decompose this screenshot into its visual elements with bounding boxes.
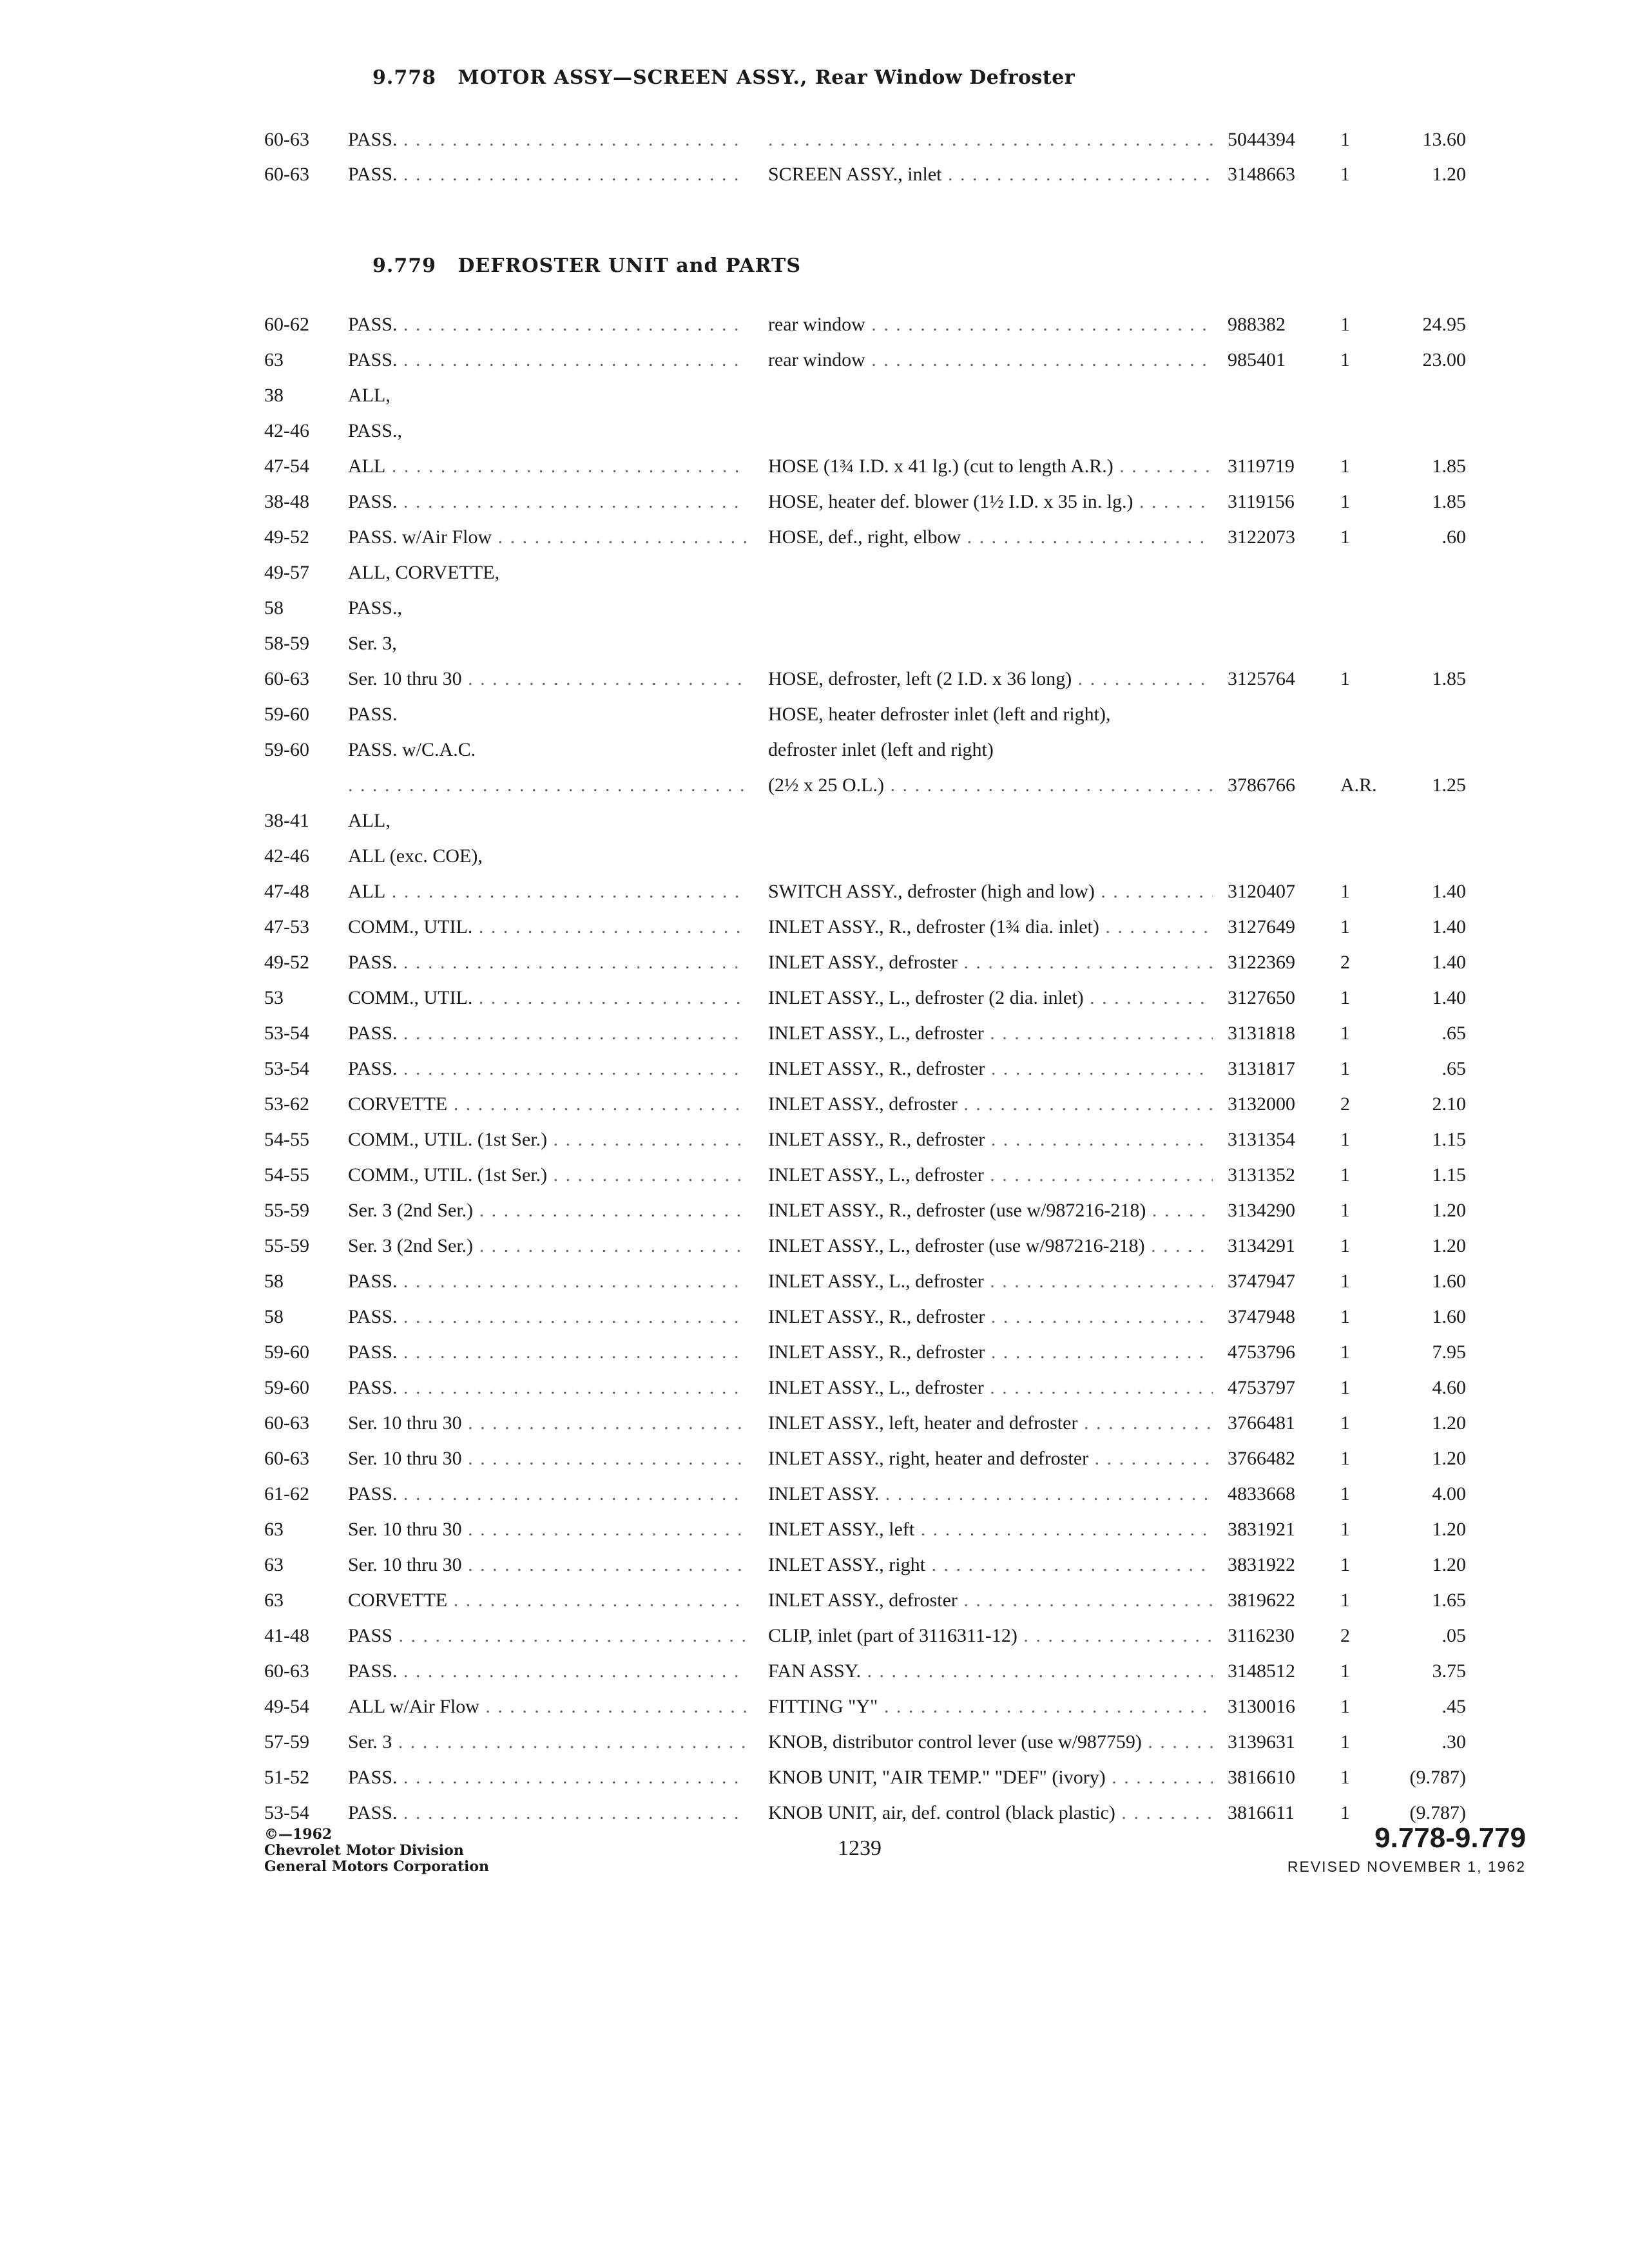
description-cell: SCREEN ASSY., inlet . . . [768, 164, 1213, 186]
model-cell: ALL . . . [348, 456, 747, 477]
part-number-cell: 3819622 [1228, 1590, 1295, 1611]
company-division: Chevrolet Motor Division [264, 1842, 464, 1859]
price-cell: 1.20 [1432, 1200, 1466, 1221]
description-cell [768, 129, 1213, 151]
model-cell: PASS. . . . [348, 952, 747, 974]
price-cell: 1.85 [1432, 456, 1466, 477]
table-row [0, 129, 1629, 161]
model-cell: PASS. . . . [348, 1306, 747, 1328]
quantity-cell: 1 [1340, 1483, 1350, 1504]
price-cell: 1.15 [1432, 1164, 1466, 1186]
year-cell: 54-55 [264, 1164, 309, 1186]
model-cell: PASS. . . . [348, 491, 747, 513]
quantity-cell: 1 [1340, 1767, 1350, 1788]
quantity-cell: 1 [1340, 1696, 1350, 1717]
table-row [0, 916, 1629, 948]
part-number-cell: 3766482 [1228, 1448, 1295, 1469]
price-cell: 1.40 [1432, 881, 1466, 902]
model-cell: PASS. . . . [348, 1341, 747, 1363]
price-cell: 1.40 [1432, 916, 1466, 937]
price-cell: 4.60 [1432, 1377, 1466, 1398]
table-row [0, 1023, 1629, 1055]
year-cell: 42-46 [264, 845, 309, 867]
model-cell: Ser. 3 . . . [348, 1731, 747, 1753]
table-row [0, 420, 1629, 452]
table-row [0, 845, 1629, 878]
description-cell: KNOB, distributor control lever (use w/987759) . . . [768, 1731, 1213, 1753]
table-row [0, 1200, 1629, 1232]
part-number-cell: 3122073 [1228, 526, 1295, 548]
part-number-cell: 3148663 [1228, 164, 1295, 185]
quantity-cell: 1 [1340, 456, 1350, 477]
year-cell: 60-63 [264, 1448, 309, 1469]
description-cell: INLET ASSY. . . . [768, 1483, 1213, 1505]
table-row [0, 1448, 1629, 1480]
quantity-cell: 1 [1340, 164, 1350, 185]
table-row [0, 456, 1629, 488]
part-number-cell: 3148512 [1228, 1660, 1295, 1682]
price-cell: 1.60 [1432, 1271, 1466, 1292]
part-number-cell: 3786766 [1228, 774, 1295, 796]
model-cell: PASS., [348, 597, 402, 619]
quantity-cell: 1 [1340, 1341, 1350, 1363]
model-cell: PASS. . . . [348, 1767, 747, 1789]
quantity-cell: 1 [1340, 668, 1350, 689]
table-row [0, 1590, 1629, 1622]
year-cell: 49-52 [264, 952, 309, 973]
description-cell: defroster inlet (left and right) [768, 739, 994, 760]
price-cell: 1.20 [1432, 1448, 1466, 1469]
year-cell: 60-63 [264, 164, 309, 185]
quantity-cell: 2 [1340, 1093, 1350, 1115]
description-cell: HOSE (1¾ I.D. x 41 lg.) (cut to length A.R.) . . . [768, 456, 1213, 477]
model-cell: ALL . . . [348, 881, 747, 903]
part-number-cell: 3139631 [1228, 1731, 1295, 1753]
table-row [0, 1235, 1629, 1267]
price-cell: (9.787) [1409, 1802, 1466, 1823]
description-cell: rear window . . . [768, 349, 1213, 371]
price-cell: 1.65 [1432, 1590, 1466, 1611]
price-cell: 1.20 [1432, 1235, 1466, 1256]
model-cell: PASS. . . . [348, 1023, 747, 1044]
model-cell: ALL (exc. COE), [348, 845, 483, 867]
table-row [0, 1519, 1629, 1551]
table-row [0, 597, 1629, 629]
table-row [0, 1093, 1629, 1126]
year-cell: 53-54 [264, 1802, 309, 1823]
quantity-cell: 1 [1340, 491, 1350, 512]
table-row [0, 1731, 1629, 1763]
part-number-cell: 3131352 [1228, 1164, 1295, 1186]
year-cell: 59-60 [264, 1377, 309, 1398]
part-number-cell: 3132000 [1228, 1093, 1295, 1115]
part-number-cell: 3130016 [1228, 1696, 1295, 1717]
year-cell: 58 [264, 1306, 284, 1327]
quantity-cell: 1 [1340, 987, 1350, 1008]
section-header-9779 [372, 255, 801, 277]
quantity-cell: 1 [1340, 526, 1350, 548]
model-cell: PASS. . . . [348, 1058, 747, 1080]
description-cell: KNOB UNIT, air, def. control (black plastic) . . . [768, 1802, 1213, 1824]
part-number-cell: 3134291 [1228, 1235, 1295, 1256]
price-cell: 1.15 [1432, 1129, 1466, 1150]
table-row [0, 1377, 1629, 1409]
table-row [0, 1696, 1629, 1728]
table-row [0, 1625, 1629, 1657]
model-cell: ALL, CORVETTE, [348, 562, 500, 583]
table-row [0, 668, 1629, 700]
quantity-cell: 1 [1340, 1200, 1350, 1221]
price-cell: 1.25 [1432, 774, 1466, 796]
model-cell: PASS. . . . [348, 1377, 747, 1399]
year-cell: 63 [264, 349, 284, 370]
table-row [0, 526, 1629, 559]
revision-date: REVISED NOVEMBER 1, 1962 [1287, 1858, 1526, 1875]
table-row [0, 1554, 1629, 1586]
model-cell: PASS. w/C.A.C. [348, 739, 476, 760]
table-row [0, 952, 1629, 984]
quantity-cell: 1 [1340, 1058, 1350, 1079]
model-cell: COMM., UTIL. . . . [348, 987, 747, 1009]
part-number-cell: 3816610 [1228, 1767, 1295, 1788]
description-cell: CLIP, inlet (part of 3116311-12) . . . [768, 1625, 1213, 1647]
model-cell: PASS. . . . [348, 349, 747, 371]
year-cell: 63 [264, 1519, 284, 1540]
section-title: DEFROSTER UNIT and PARTS [458, 255, 801, 277]
table-row [0, 633, 1629, 665]
quantity-cell: 1 [1340, 349, 1350, 370]
price-cell: 1.85 [1432, 491, 1466, 512]
model-cell: COMM., UTIL. . . . [348, 916, 747, 938]
part-number-cell: 988382 [1228, 314, 1286, 335]
year-cell: 47-53 [264, 916, 309, 937]
model-cell: COMM., UTIL. (1st Ser.) . . . [348, 1129, 747, 1151]
model-cell: CORVETTE . . . [348, 1590, 747, 1611]
part-number-cell: 3766481 [1228, 1412, 1295, 1434]
year-cell: 55-59 [264, 1200, 309, 1221]
model-cell: PASS. . . . [348, 129, 747, 151]
description-cell: INLET ASSY., L., defroster . . . [768, 1023, 1213, 1044]
section-number: 9.778 [372, 66, 436, 89]
part-number-cell: 3131817 [1228, 1058, 1295, 1079]
part-number-cell: 4753796 [1228, 1341, 1295, 1363]
year-cell: 38-41 [264, 810, 309, 831]
quantity-cell: 1 [1340, 1377, 1350, 1398]
footer-copyright-block [264, 1827, 489, 1875]
part-number-cell: 3747948 [1228, 1306, 1295, 1327]
model-cell: Ser. 10 thru 30 . . . [348, 668, 747, 690]
price-cell: 7.95 [1432, 1341, 1466, 1363]
year-cell: 60-63 [264, 129, 309, 150]
price-cell: (9.787) [1409, 1767, 1466, 1788]
year-cell: 51-52 [264, 1767, 309, 1788]
section-reference: 9.778-9.779 [1374, 1822, 1526, 1854]
description-cell: HOSE, def., right, elbow . . . [768, 526, 1213, 548]
table-row [0, 349, 1629, 381]
section-number: 9.779 [372, 255, 436, 277]
model-cell: Ser. 10 thru 30 . . . [348, 1554, 747, 1576]
year-cell: 49-54 [264, 1696, 309, 1717]
quantity-cell: 1 [1340, 1519, 1350, 1540]
table-row [0, 810, 1629, 842]
description-cell: (2½ x 25 O.L.) . . . [768, 774, 1213, 796]
year-cell: 58-59 [264, 633, 309, 654]
year-cell: 60-63 [264, 1412, 309, 1434]
model-cell: PASS . . . [348, 1625, 747, 1647]
description-cell: INLET ASSY., defroster . . . [768, 1590, 1213, 1611]
part-number-cell: 3131354 [1228, 1129, 1295, 1150]
year-cell: 59-60 [264, 1341, 309, 1363]
quantity-cell: 2 [1340, 952, 1350, 973]
year-cell: 63 [264, 1554, 284, 1575]
model-cell: Ser. 10 thru 30 . . . [348, 1448, 747, 1470]
quantity-cell: 1 [1340, 1412, 1350, 1434]
part-number-cell: 3122369 [1228, 952, 1295, 973]
price-cell: 13.60 [1422, 129, 1466, 150]
model-cell: PASS. . . . [348, 1271, 747, 1293]
price-cell: .60 [1441, 526, 1466, 548]
quantity-cell: 1 [1340, 1164, 1350, 1186]
quantity-cell: 1 [1340, 1554, 1350, 1575]
description-cell: INLET ASSY., R., defroster . . . [768, 1341, 1213, 1363]
table-row [0, 774, 1629, 807]
table-row [0, 739, 1629, 771]
part-number-cell: 3116230 [1228, 1625, 1295, 1646]
section-subtitle: Rear Window Defroster [815, 66, 1075, 89]
part-number-cell: 4833668 [1228, 1483, 1295, 1504]
quantity-cell: 1 [1340, 1660, 1350, 1682]
table-row [0, 491, 1629, 523]
year-cell: 63 [264, 1590, 284, 1611]
model-cell: PASS. . . . [348, 1802, 747, 1824]
part-number-cell: 3120407 [1228, 881, 1295, 902]
part-number-cell: 3127649 [1228, 916, 1295, 937]
year-cell: 58 [264, 1271, 284, 1292]
quantity-cell: 1 [1340, 1448, 1350, 1469]
year-cell: 58 [264, 597, 284, 619]
table-row [0, 1767, 1629, 1799]
description-cell: rear window . . . [768, 314, 1213, 336]
description-cell: INLET ASSY., L., defroster (2 dia. inlet) . . . [768, 987, 1213, 1009]
price-cell: .05 [1441, 1625, 1466, 1646]
description-cell: FITTING "Y" . . . [768, 1696, 1213, 1718]
part-number-cell: 3134290 [1228, 1200, 1295, 1221]
quantity-cell: 1 [1340, 1590, 1350, 1611]
quantity-cell: A.R. [1340, 774, 1377, 796]
price-cell: 24.95 [1422, 314, 1466, 335]
description-cell: INLET ASSY., R., defroster . . . [768, 1058, 1213, 1080]
description-cell: FAN ASSY. . . . [768, 1660, 1213, 1682]
price-cell: 1.20 [1432, 164, 1466, 185]
price-cell: 1.85 [1432, 668, 1466, 689]
description-cell: INLET ASSY., defroster . . . [768, 952, 1213, 974]
price-cell: 23.00 [1422, 349, 1466, 370]
price-cell: 1.40 [1432, 952, 1466, 973]
description-cell: INLET ASSY., R., defroster . . . [768, 1306, 1213, 1328]
year-cell: 61-62 [264, 1483, 309, 1504]
model-cell: PASS. . . . [348, 314, 747, 336]
price-cell: 1.20 [1432, 1412, 1466, 1434]
table-row [0, 1412, 1629, 1445]
description-cell: INLET ASSY., L., defroster . . . [768, 1164, 1213, 1186]
footer-reference-block [1287, 1822, 1526, 1876]
price-cell: 1.20 [1432, 1519, 1466, 1540]
model-cell: PASS., [348, 420, 402, 441]
model-cell: Ser. 10 thru 30 . . . [348, 1412, 747, 1434]
part-number-cell: 4753797 [1228, 1377, 1295, 1398]
price-cell: 4.00 [1432, 1483, 1466, 1504]
price-cell: 3.75 [1432, 1660, 1466, 1682]
quantity-cell: 1 [1340, 916, 1350, 937]
year-cell: 60-63 [264, 668, 309, 689]
quantity-cell: 1 [1340, 1802, 1350, 1823]
description-cell: HOSE, heater defroster inlet (left and right), [768, 704, 1111, 725]
price-cell: 1.60 [1432, 1306, 1466, 1327]
quantity-cell: 2 [1340, 1625, 1350, 1646]
year-cell: 53-54 [264, 1058, 309, 1079]
year-cell: 60-62 [264, 314, 309, 335]
table-row [0, 987, 1629, 1019]
table-row [0, 1058, 1629, 1090]
model-cell: CORVETTE . . . [348, 1093, 747, 1115]
quantity-cell: 1 [1340, 129, 1350, 150]
table-row [0, 881, 1629, 913]
table-row [0, 1660, 1629, 1693]
model-cell: PASS. . . . [348, 164, 747, 186]
model-cell: Ser. 3 (2nd Ser.) . . . [348, 1200, 747, 1222]
description-cell: INLET ASSY., L., defroster . . . [768, 1271, 1213, 1293]
model-cell [348, 774, 747, 796]
description-cell: KNOB UNIT, "AIR TEMP." "DEF" (ivory) . . . [768, 1767, 1213, 1789]
year-cell: 42-46 [264, 420, 309, 441]
year-cell: 55-59 [264, 1235, 309, 1256]
model-cell: PASS. w/Air Flow . . . [348, 526, 747, 548]
year-cell: 47-48 [264, 881, 309, 902]
model-cell: PASS. . . . [348, 1660, 747, 1682]
year-cell: 41-48 [264, 1625, 309, 1646]
quantity-cell: 1 [1340, 1306, 1350, 1327]
year-cell: 49-52 [264, 526, 309, 548]
part-number-cell: 5044394 [1228, 129, 1295, 150]
description-cell: INLET ASSY., right, heater and defroster . . . [768, 1448, 1213, 1470]
description-cell: INLET ASSY., left . . . [768, 1519, 1213, 1541]
quantity-cell: 1 [1340, 1235, 1350, 1256]
quantity-cell: 1 [1340, 1731, 1350, 1753]
model-cell: ALL, [348, 385, 390, 406]
table-row [0, 1306, 1629, 1338]
year-cell: 49-57 [264, 562, 309, 583]
table-row [0, 1129, 1629, 1161]
year-cell: 57-59 [264, 1731, 309, 1753]
part-number-cell: 3125764 [1228, 668, 1295, 689]
table-row [0, 704, 1629, 736]
quantity-cell: 1 [1340, 881, 1350, 902]
price-cell: 2.10 [1432, 1093, 1466, 1115]
description-cell: INLET ASSY., L., defroster . . . [768, 1377, 1213, 1399]
description-cell: INLET ASSY., defroster . . . [768, 1093, 1213, 1115]
price-cell: .65 [1441, 1058, 1466, 1079]
model-cell: PASS. . . . [348, 1483, 747, 1505]
year-cell: 53-54 [264, 1023, 309, 1044]
table-row [0, 164, 1629, 196]
price-cell: 1.40 [1432, 987, 1466, 1008]
page-number: 1239 [838, 1836, 882, 1860]
copyright: ©—1962 [264, 1826, 333, 1843]
price-cell: 1.20 [1432, 1554, 1466, 1575]
price-cell: .30 [1441, 1731, 1466, 1753]
year-cell: 38-48 [264, 491, 309, 512]
year-cell: 53-62 [264, 1093, 309, 1115]
part-number-cell: 985401 [1228, 349, 1286, 370]
year-cell: 53 [264, 987, 284, 1008]
table-row [0, 1271, 1629, 1303]
part-number-cell: 3747947 [1228, 1271, 1295, 1292]
description-cell: HOSE, heater def. blower (1½ I.D. x 35 in. lg.) . . . [768, 491, 1213, 513]
year-cell: 60-63 [264, 1660, 309, 1682]
model-cell: COMM., UTIL. (1st Ser.) . . . [348, 1164, 747, 1186]
table-row [0, 314, 1629, 346]
description-cell: HOSE, defroster, left (2 I.D. x 36 long) . . . [768, 668, 1213, 690]
description-cell: INLET ASSY., left, heater and defroster . . . [768, 1412, 1213, 1434]
year-cell: 59-60 [264, 739, 309, 760]
price-cell: .65 [1441, 1023, 1466, 1044]
table-row [0, 1164, 1629, 1196]
quantity-cell: 1 [1340, 314, 1350, 335]
description-cell: INLET ASSY., right . . . [768, 1554, 1213, 1576]
table-row [0, 1341, 1629, 1374]
description-cell: INLET ASSY., L., defroster (use w/987216-218) . . . [768, 1235, 1213, 1257]
part-number-cell: 3119156 [1228, 491, 1295, 512]
table-row [0, 385, 1629, 417]
quantity-cell: 1 [1340, 1129, 1350, 1150]
model-cell: PASS. [348, 704, 398, 725]
part-number-cell: 3131818 [1228, 1023, 1295, 1044]
description-cell: INLET ASSY., R., defroster (use w/987216-218) . . . [768, 1200, 1213, 1222]
year-cell: 59-60 [264, 704, 309, 725]
description-cell: SWITCH ASSY., defroster (high and low) . . . [768, 881, 1213, 903]
section-header-9778 [372, 66, 1075, 89]
part-number-cell: 3816611 [1228, 1802, 1295, 1823]
year-cell: 54-55 [264, 1129, 309, 1150]
model-cell: Ser. 3, [348, 633, 397, 654]
description-cell: INLET ASSY., R., defroster . . . [768, 1129, 1213, 1151]
part-number-cell: 3831922 [1228, 1554, 1295, 1575]
section-title: MOTOR ASSY—SCREEN ASSY., [458, 66, 808, 89]
part-number-cell: 3119719 [1228, 456, 1295, 477]
model-cell: ALL, [348, 810, 390, 831]
model-cell: ALL w/Air Flow . . . [348, 1696, 747, 1718]
description-cell: INLET ASSY., R., defroster (1¾ dia. inlet) . . . [768, 916, 1213, 938]
part-number-cell: 3831921 [1228, 1519, 1295, 1540]
year-cell: 47-54 [264, 456, 309, 477]
year-cell: 38 [264, 385, 284, 406]
table-row [0, 562, 1629, 594]
model-cell: Ser. 10 thru 30 . . . [348, 1519, 747, 1541]
company-corporation: General Motors Corporation [264, 1858, 490, 1875]
quantity-cell: 1 [1340, 1271, 1350, 1292]
model-cell: Ser. 3 (2nd Ser.) . . . [348, 1235, 747, 1257]
quantity-cell: 1 [1340, 1023, 1350, 1044]
part-number-cell: 3127650 [1228, 987, 1295, 1008]
table-row [0, 1483, 1629, 1515]
price-cell: .45 [1441, 1696, 1466, 1717]
